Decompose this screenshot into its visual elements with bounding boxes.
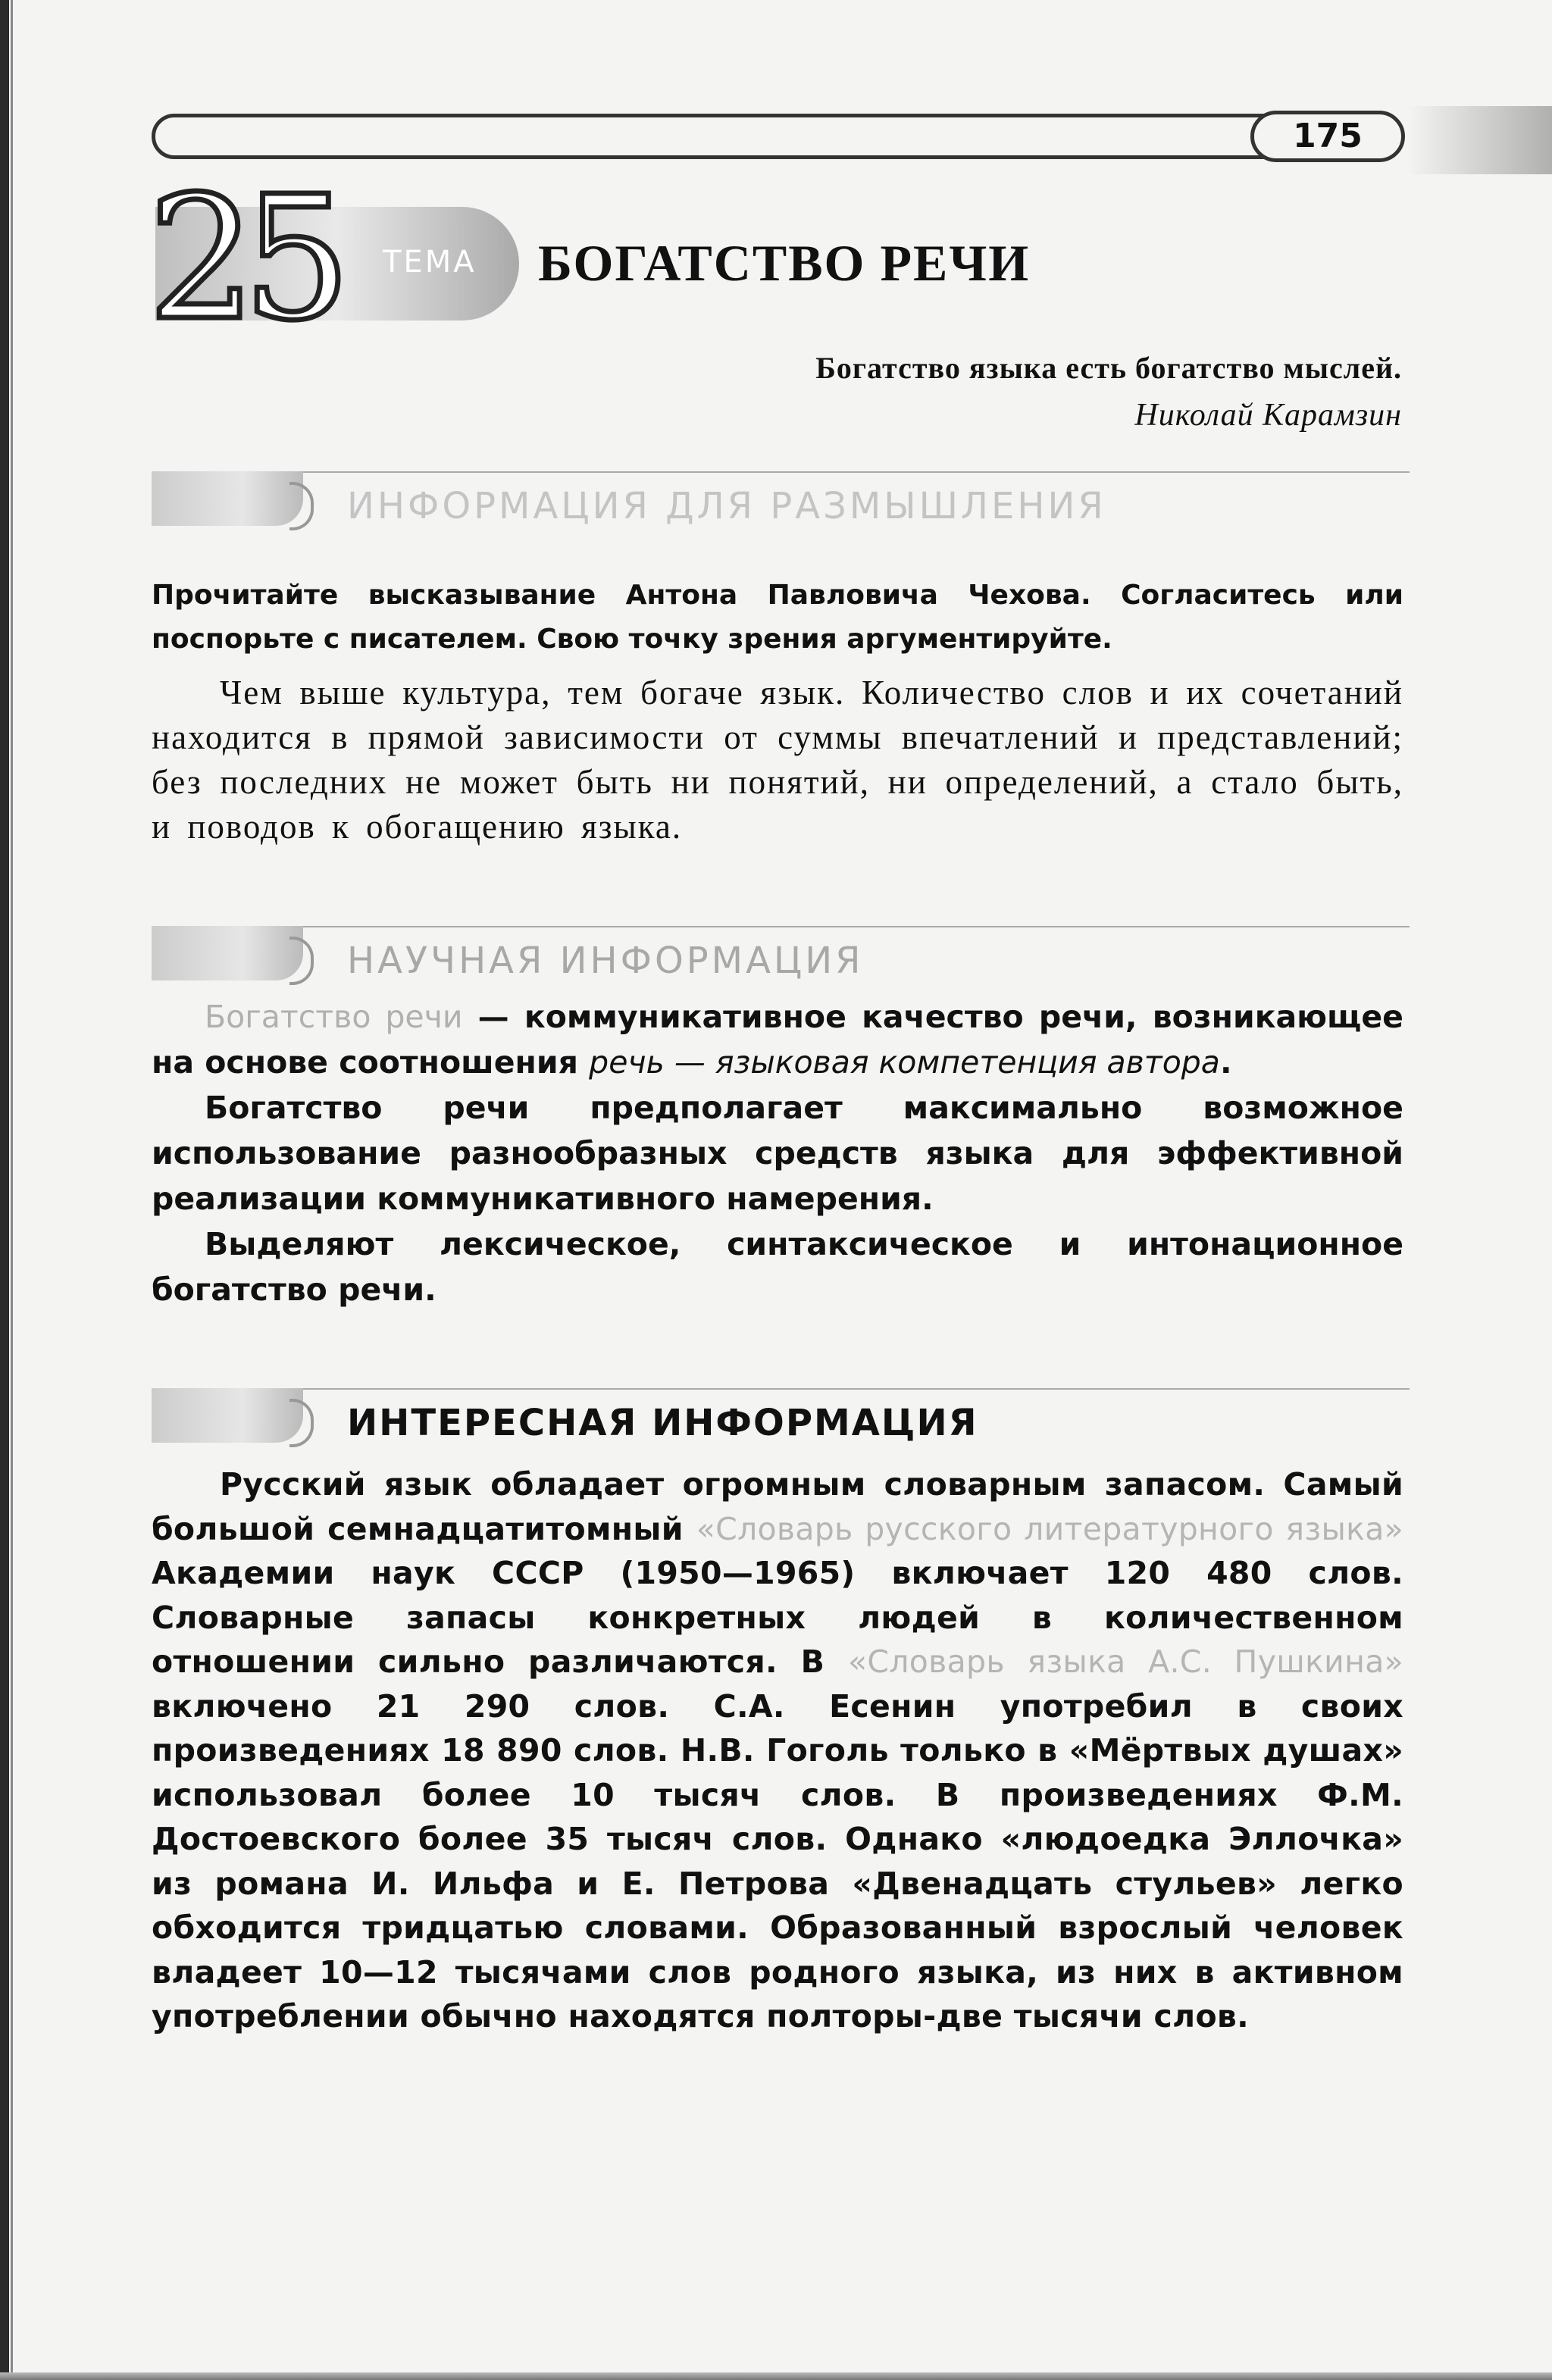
epigraph-quote: Богатство языка есть богатство мыслей. xyxy=(815,351,1402,385)
term: Богатство речи xyxy=(205,999,463,1035)
section-title: НАУЧНАЯ ИНФОРМАЦИЯ xyxy=(347,940,864,982)
chekhov-quote: Чем выше культура, тем богаче язык. Количество слов и их сочетаний находится в прямой зависимости от суммы впечатлений и представлений; без последних не может быть ни понятий, ни определений, а стало быть, и поводов к обогащению языка. xyxy=(152,674,1403,846)
scientific-text xyxy=(152,994,1403,1312)
topic-badge xyxy=(148,160,519,358)
reference-pushkin-dictionary: «Словарь языка А.С. Пушкина» xyxy=(847,1643,1403,1680)
section-heading-interesting xyxy=(152,1388,1410,1464)
page-number: 175 xyxy=(1250,111,1405,162)
paragraph: Богатство речи предполагает максимально возможное использование разнообразных средств языка для эффективной реализации коммуникативного намерения. xyxy=(152,1090,1403,1217)
section-divider xyxy=(303,1388,1410,1390)
section-divider xyxy=(303,926,1410,927)
definition-formula: речь — языковая компетенция автора xyxy=(589,1044,1220,1081)
section-tab-icon xyxy=(152,1388,303,1443)
section-tab-icon xyxy=(152,471,303,526)
topic-word: ТЕМА xyxy=(383,245,477,280)
task-text: Прочитайте высказывание Антона Павловича Чехова. Согласитесь или поспорьте с писателем. Свою точку зрения аргументируйте. xyxy=(152,580,1403,655)
section-title: ИНФОРМАЦИЯ ДЛЯ РАЗМЫШЛЕНИЯ xyxy=(347,485,1106,527)
section-tab-icon xyxy=(152,926,303,980)
text: включено 21 290 слов. С.А. Есенин употребил в своих произведениях 18 890 слов. Н.В. Гоголь только в «Мёртвых душах» использовал более 10 тысяч слов. В произведениях Ф.М. Достоевского более 35 тысяч слов. Однако «людоедка Эллочка» из романа И. Ильфа и Е. Петрова «Двенадцать стульев» легко обходится тридцатью словами. Образованный взрослый человек владеет 10—12 тысячами слов родного языка, из них в активном употреблении обычно находятся полторы-две тысячи слов. xyxy=(152,1687,1403,2034)
text: Русский язык обладает огромным словарным запасом. Самый большой семнадцатитомный xyxy=(152,1466,1403,1547)
scan-right-shadow xyxy=(1408,106,1552,174)
scan-left-edge xyxy=(0,0,9,2380)
topic-title: БОГАТСТВО РЕЧИ xyxy=(538,234,1031,292)
reference-dictionary: «Словарь русского литературного языка» xyxy=(696,1510,1404,1547)
section-heading-reflection xyxy=(152,471,1410,547)
section-title: ИНТЕРЕСНАЯ ИНФОРМАЦИЯ xyxy=(347,1402,978,1444)
definition-end: . xyxy=(1219,1044,1232,1081)
scan-bottom-edge xyxy=(0,2372,1552,2380)
topic-number: 25 xyxy=(148,160,338,358)
epigraph-author: Николай Карамзин xyxy=(1134,398,1402,433)
definition-text: — коммуникативное качество речи, возникающее на основе соотношения xyxy=(152,999,1403,1081)
paragraph: Выделяют лексическое, синтаксическое и интонационное богатство речи. xyxy=(152,1226,1403,1308)
scan-left-edge-line xyxy=(11,0,13,2380)
section-heading-scientific xyxy=(152,926,1410,1002)
definition-paragraph xyxy=(152,994,1403,1085)
interesting-text xyxy=(152,1462,1403,2039)
header-bar xyxy=(152,114,1394,159)
text: Академии наук СССР (1950—1965) включает 120 480 слов. Словарные запасы конкретных людей в количественном отношении сильно различаются. В xyxy=(152,1555,1403,1680)
section-divider xyxy=(303,471,1410,473)
